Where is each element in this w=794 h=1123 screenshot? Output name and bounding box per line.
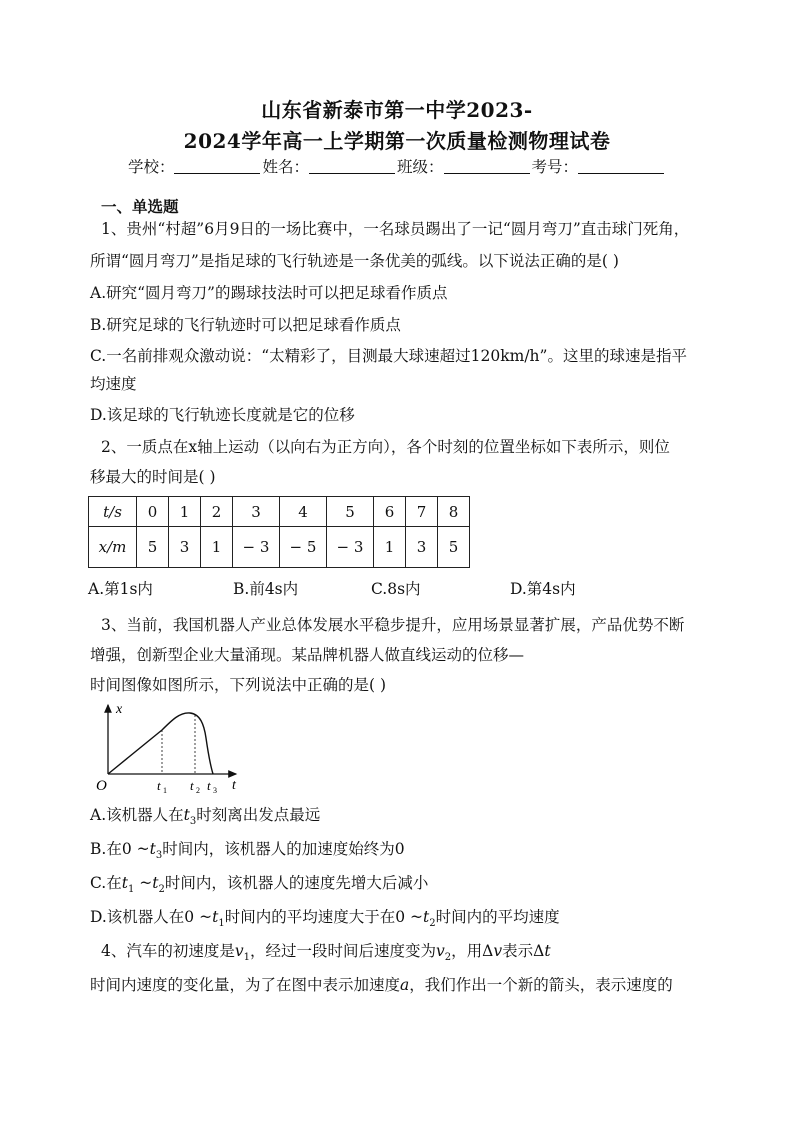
t2-subscript: 2 — [196, 786, 200, 795]
q1-option-a: A.研究“圆月弯刀”的踢球技法时可以把足球看作质点 — [90, 284, 448, 302]
exam-title-line1: 山东省新泰市第一中学2023- — [261, 98, 533, 122]
school-label: 学校： — [127, 158, 175, 176]
table-cell: 1 — [169, 497, 201, 527]
row-label-t: t/s — [89, 497, 137, 527]
table-cell: − 5 — [280, 527, 327, 568]
q1-option-d: D.该足球的飞行轨迹长度就是它的位移 — [90, 406, 355, 424]
table-cell: 3 — [406, 527, 438, 568]
table-cell: 8 — [438, 497, 470, 527]
t1-label: t — [157, 778, 161, 793]
q4-stem-line1: 4、汽车的初速度是$v_1$，经过一段时间后速度变为$v_2$，用Δv表示Δt — [101, 942, 551, 964]
table-cell: − 3 — [233, 527, 280, 568]
position-time-table — [88, 496, 470, 568]
origin-label: O — [96, 778, 107, 794]
q3-option-c: C.在$t_1$ $\sim t_2$时间内，该机器人的速度先增大后减小 — [90, 874, 429, 896]
section-heading: 一、单选题 — [101, 197, 179, 216]
q1-option-b: B.研究足球的飞行轨迹时可以把足球看作质点 — [90, 316, 401, 334]
t1-subscript: 1 — [163, 786, 167, 795]
table-cell: 0 — [137, 497, 169, 527]
class-label: 班级： — [397, 158, 444, 176]
q2-option-c: C.8s内 — [371, 580, 421, 598]
t3-subscript: 3 — [213, 786, 217, 795]
name-blank[interactable] — [309, 159, 395, 174]
q2-option-b: B.前4s内 — [233, 580, 299, 598]
table-cell: 2 — [201, 497, 233, 527]
displacement-time-graph — [90, 700, 260, 800]
q2-option-d: D.第4s内 — [510, 580, 576, 598]
q3-option-a: A.该机器人在$t_3$时刻离出发点最远 — [90, 806, 321, 828]
q3-stem-line1: 3、当前，我国机器人产业总体发展水平稳步提升，应用场景显著扩展，产品优势不断 — [101, 616, 685, 634]
q1-stem-line1: 1、贵州“村超”6月9日的一场比赛中，一名球员踢出了一记“圆月弯刀”直击球门死角， — [101, 220, 690, 238]
table-cell: 3 — [233, 497, 280, 527]
table-cell: − 3 — [327, 527, 374, 568]
q3-stem-line2: 增强，创新型企业大量涌现。某品牌机器人做直线运动的位移— — [90, 646, 525, 664]
q2-option-a: A.第1s内 — [88, 580, 153, 598]
exam-title-line2: 2024学年高一上学期第一次质量检测物理试卷 — [183, 129, 611, 153]
table-cell: 1 — [201, 527, 233, 568]
q3-option-b: B.在0 $\sim t_3$时间内，该机器人的加速度始终为0 — [90, 840, 405, 862]
q3-stem-line3: 时间图像如图所示，下列说法中正确的是( ) — [90, 676, 387, 694]
q2-stem-line1: 2、一质点在x轴上运动（以向右为正方向），各个时刻的位置坐标如下表所示，则位 — [101, 438, 670, 456]
table-cell: 1 — [374, 527, 406, 568]
x-axis-label: t — [232, 778, 236, 793]
t3-label: t — [207, 778, 211, 793]
table-cell: 4 — [280, 497, 327, 527]
row-label-x: x/m — [89, 527, 137, 568]
table-cell: 3 — [169, 527, 201, 568]
y-axis-label: x — [116, 702, 123, 717]
table-cell: 5 — [438, 527, 470, 568]
q2-stem-line2: 移最大的时间是( ) — [90, 468, 216, 486]
q3-option-d: D.该机器人在0 $\sim t_1$时间内的平均速度大于在0 $\sim t_2$时间内的平均速度 — [90, 908, 560, 930]
q1-option-c-line1: C.一名前排观众激动说：“太精彩了，目测最大球速超过120km/h”。这里的球速是指平 — [90, 347, 687, 365]
table-row-t — [89, 497, 470, 527]
q4-stem-line2: 时间内速度的变化量，为了在图中表示加速度a，我们作出一个新的箭头，表示速度的 — [90, 976, 673, 994]
name-label: 姓名： — [262, 158, 309, 176]
id-label: 考号： — [531, 158, 579, 176]
class-blank[interactable] — [444, 159, 530, 174]
student-info-row — [0, 156, 794, 178]
table-cell: 6 — [374, 497, 406, 527]
table-row-x — [89, 527, 470, 568]
id-blank[interactable] — [578, 159, 664, 174]
table-cell: 5 — [327, 497, 374, 527]
table-cell: 7 — [406, 497, 438, 527]
q1-stem-line2: 所谓“圆月弯刀”是指足球的飞行轨迹是一条优美的弧线。以下说法正确的是( ) — [90, 252, 619, 270]
q1-option-c-line2: 均速度 — [90, 375, 137, 393]
t2-label: t — [190, 778, 194, 793]
x-t-curve — [108, 713, 213, 774]
table-cell: 5 — [137, 527, 169, 568]
school-blank[interactable] — [174, 159, 260, 174]
